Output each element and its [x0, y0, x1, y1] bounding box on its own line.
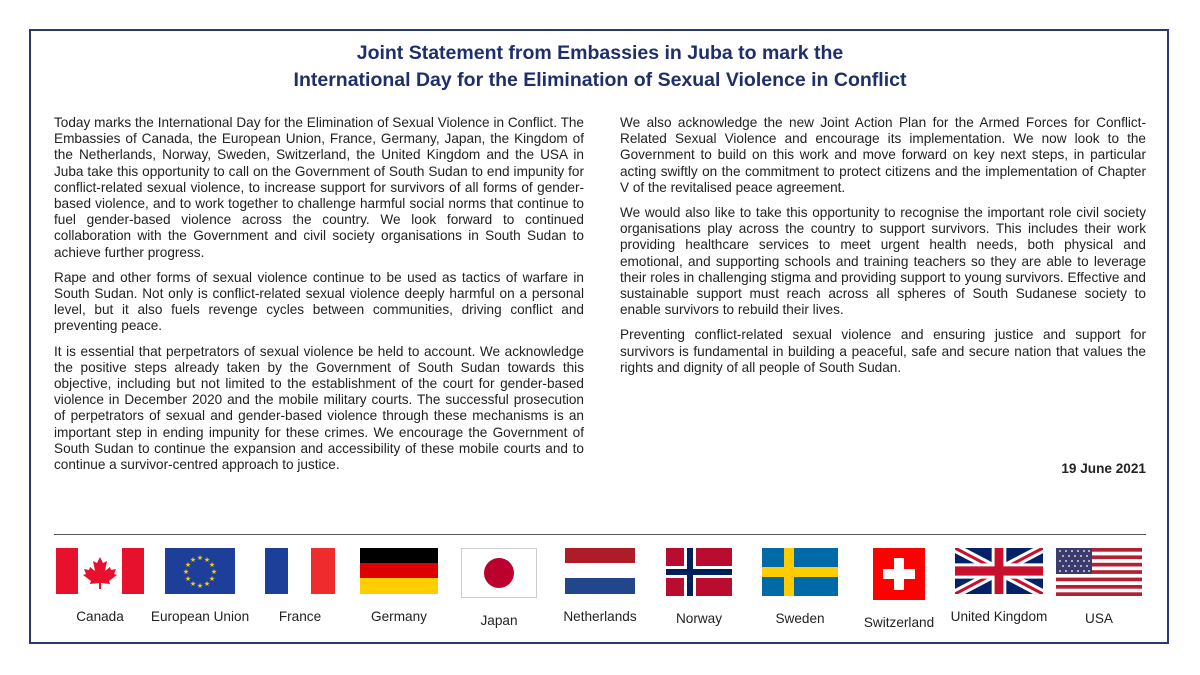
svg-text:★: ★: [189, 580, 197, 588]
flag-label: Norway: [675, 611, 723, 626]
flag-label: France: [278, 609, 322, 624]
svg-text:★: ★: [210, 568, 218, 576]
flag-label: Canada: [76, 609, 124, 624]
paragraph: Preventing conflict-related sexual violence and ensuring justice and support for survivors is fundamental in building a peaceful, safe and secure nation that values the rights and dignity of all people of South Sudan.: [620, 327, 1146, 375]
netherlands-flag-icon: [565, 548, 635, 594]
flag-label: Germany: [371, 609, 427, 624]
svg-text:★: ★: [203, 556, 211, 564]
sweden-flag-icon: [762, 548, 838, 596]
paragraph: It is essential that perpetrators of sexual violence be held to account. We acknowledge the positive steps already taken by the Government of South Sudan towards this objective, including but not limited to the establishment of the court for gender-based violence in December 2020 and the mobile military courts. The successful prosecution of perpetrators of sexual and gender-based violence through these mechanisms is an important step in ending impunity for these crimes. We encourage the Government of South Sudan to continue the expansion and accessibility of these mobile courts and to continue a survivor-centred approach to justice.: [54, 343, 584, 473]
paragraph: We also acknowledge the new Joint Action Plan for the Armed Forces for Conflict-Related Sexual Violence and encourage its implementation. We now look to the Government to build on this work and move forward on key next steps, in particular acting swiftly on the commitment to protect citizens and the implementation of Chapter V of the revitalised peace agreement.: [620, 115, 1146, 195]
svg-text:★: ★: [182, 568, 190, 576]
flag-item-japan: [449, 548, 549, 638]
flag-item-usa: [1049, 548, 1149, 636]
svg-text:★: ★: [203, 580, 211, 588]
flag-item-canada: [50, 548, 150, 634]
flag-item-norway: [649, 548, 749, 636]
svg-text:★: ★: [208, 561, 216, 569]
flag-item-netherlands: [550, 548, 650, 634]
france-flag-icon: [265, 548, 335, 594]
right-column: [620, 115, 1146, 385]
japan-flag-icon: [461, 548, 537, 598]
svg-text:★: ★: [189, 556, 197, 564]
svg-text:★: ★: [184, 575, 192, 583]
norway-flag-icon: [666, 548, 732, 596]
paragraph: Today marks the International Day for the Elimination of Sexual Violence in Conflict. The Embassies of Canada, the European Union, France, Germany, Japan, the Kingdom of the Netherlands, Norway, Sweden, Switzerland, the United Kingdom and the USA in Juba take this opportunity to call on the Government of South Sudan to end impunity for conflict-related sexual violence, to increase support for survivors of all forms of gender-based violence, and to work together to challenge harmful social norms that continue to fuel gender-based violence across the country. We look forward to continued collaboration with the Government and civil society organisations in South Sudan to achieve further progress.: [54, 115, 584, 260]
page-title: [0, 40, 1200, 94]
canada-flag-icon: [56, 548, 144, 594]
flag-label: USA: [1085, 611, 1113, 626]
usa-flag-icon: [1056, 548, 1142, 596]
flag-label: Switzerland: [863, 615, 935, 630]
paragraph: We would also like to take this opportunity to recognise the important role civil society organisations play across the country to support survivors. This includes their work providing healthcare services to meet urgent health needs, both physical and emotional, and supporting schools and training teachers so they are able to leverage their roles in challenging stigma and providing support to young survivors. Effective and sustainable support must reach across all spheres of South Sudanese society to enable survivors to rebuild their lives.: [620, 205, 1146, 318]
flag-item-sweden: [750, 548, 850, 636]
switzerland-flag-icon: [873, 548, 925, 600]
title-line-1: Joint Statement from Embassies in Juba to mark the: [356, 42, 844, 64]
divider: [54, 534, 1146, 535]
left-column: [54, 115, 584, 482]
flag-item-germany: [349, 548, 449, 634]
germany-flag-icon: [360, 548, 438, 594]
paragraph: Rape and other forms of sexual violence continue to be used as tactics of warfare in South Sudan. Not only is conflict-related sexual violence deeply harmful on a personal level, but it also fuels revenge cycles between communities, driving conflict and preventing peace.: [54, 269, 584, 334]
svg-text:★: ★: [196, 554, 204, 562]
svg-text:★: ★: [184, 561, 192, 569]
flag-item-switzerland: [849, 548, 949, 640]
eu-flag-icon: [165, 548, 235, 594]
flag-label: Japan: [480, 613, 518, 628]
flag-item-eu: [150, 548, 250, 634]
flag-label: European Union: [150, 609, 250, 624]
svg-text:★: ★: [196, 582, 204, 590]
uk-flag-icon: [955, 548, 1043, 594]
flags-row: [54, 548, 1146, 638]
svg-text:★: ★: [208, 575, 216, 583]
statement-date: 19 June 2021: [1061, 461, 1146, 476]
flag-label: United Kingdom: [950, 609, 1048, 624]
title-line-2: International Day for the Elimination of Sexual Violence in Conflict: [293, 69, 907, 91]
flag-item-france: [250, 548, 350, 634]
flag-item-uk: [949, 548, 1049, 634]
flag-label: Sweden: [775, 611, 825, 626]
flag-label: Netherlands: [563, 609, 637, 624]
